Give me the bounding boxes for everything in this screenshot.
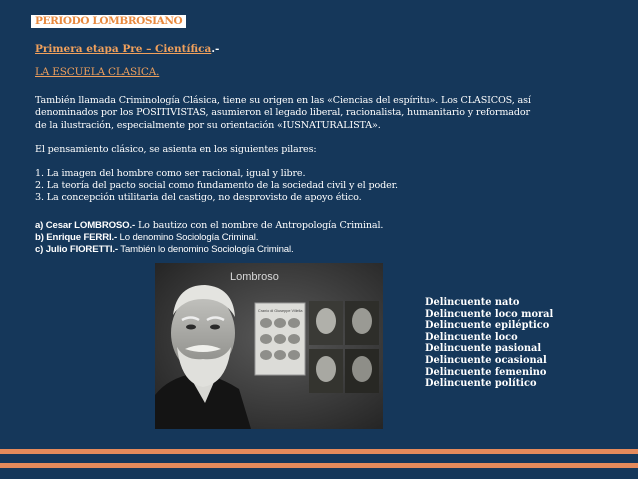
delinquent-types-list [425,297,553,390]
list-item: Delincuente político [425,378,537,390]
pillars-intro: El pensamiento clásico, se asienta en los siguientes pilares: [35,144,317,155]
footer-bar-top [0,449,638,454]
pillar-item: 1. La imagen del hombre como ser racional, igual y libre. [35,168,306,179]
author-a [35,220,383,233]
author-b-label: b) Enrique FERRI.- [35,232,118,243]
lombroso-collage-image [155,263,383,429]
slide-title: PERIODO LOMBROSIANO [31,15,186,28]
list-item: Delincuente pasional [425,343,542,355]
author-c-label: c) Julio FIORETTI.- [35,244,118,255]
author-c-text: También lo denomino Sociología Criminal. [117,244,294,255]
school-title: LA ESCUELA CLASICA. [35,66,160,78]
subtitle-suffix: .- [211,43,220,55]
list-item: Delincuente loco moral [425,308,554,320]
list-item: Delincuente nato [425,297,520,308]
subtitle-text: Primera etapa Pre – Científica [35,43,212,55]
pillar-item: 3. La concepción utilitaria del castigo, no desprovisto de apoyo ético. [35,192,362,203]
author-b-text: Lo denomino Sociología Criminal. [117,232,259,243]
photo-caption: Lombroso [230,271,279,283]
book-label: Cranio di Giuseppe Villella [258,309,303,313]
list-item: Delincuente ocasional [425,354,547,366]
list-item: Delincuente femenino [425,366,547,378]
pillar-item: 2. La teoría del pacto social como fundamento de la sociedad civil y el poder. [35,180,398,191]
footer-bar-bottom [0,463,638,468]
intro-line-3: de la ilustración, especialmente por su orientación «IUSNATURALISTA». [35,119,381,131]
section-subtitle [35,43,219,55]
author-a-text: Lo bautizo con el nombre de Antropología Criminal. [135,220,384,231]
list-item: Delincuente epiléptico [425,320,550,332]
intro-line-1: También llamada Criminología Clásica, tiene su origen en las «Ciencias del espíritu». Los CLASICOS, así [35,95,531,106]
skull-book [255,303,305,375]
list-item: Delincuente loco [425,331,518,343]
intro-line-2: denominados por los POSITIVISTAS, asumieron el legado liberal, racionalista, humanitario y reformador [35,107,530,118]
author-c [35,244,294,257]
author-b [35,232,258,245]
author-a-label: a) Cesar LOMBROSO.- [35,220,136,231]
